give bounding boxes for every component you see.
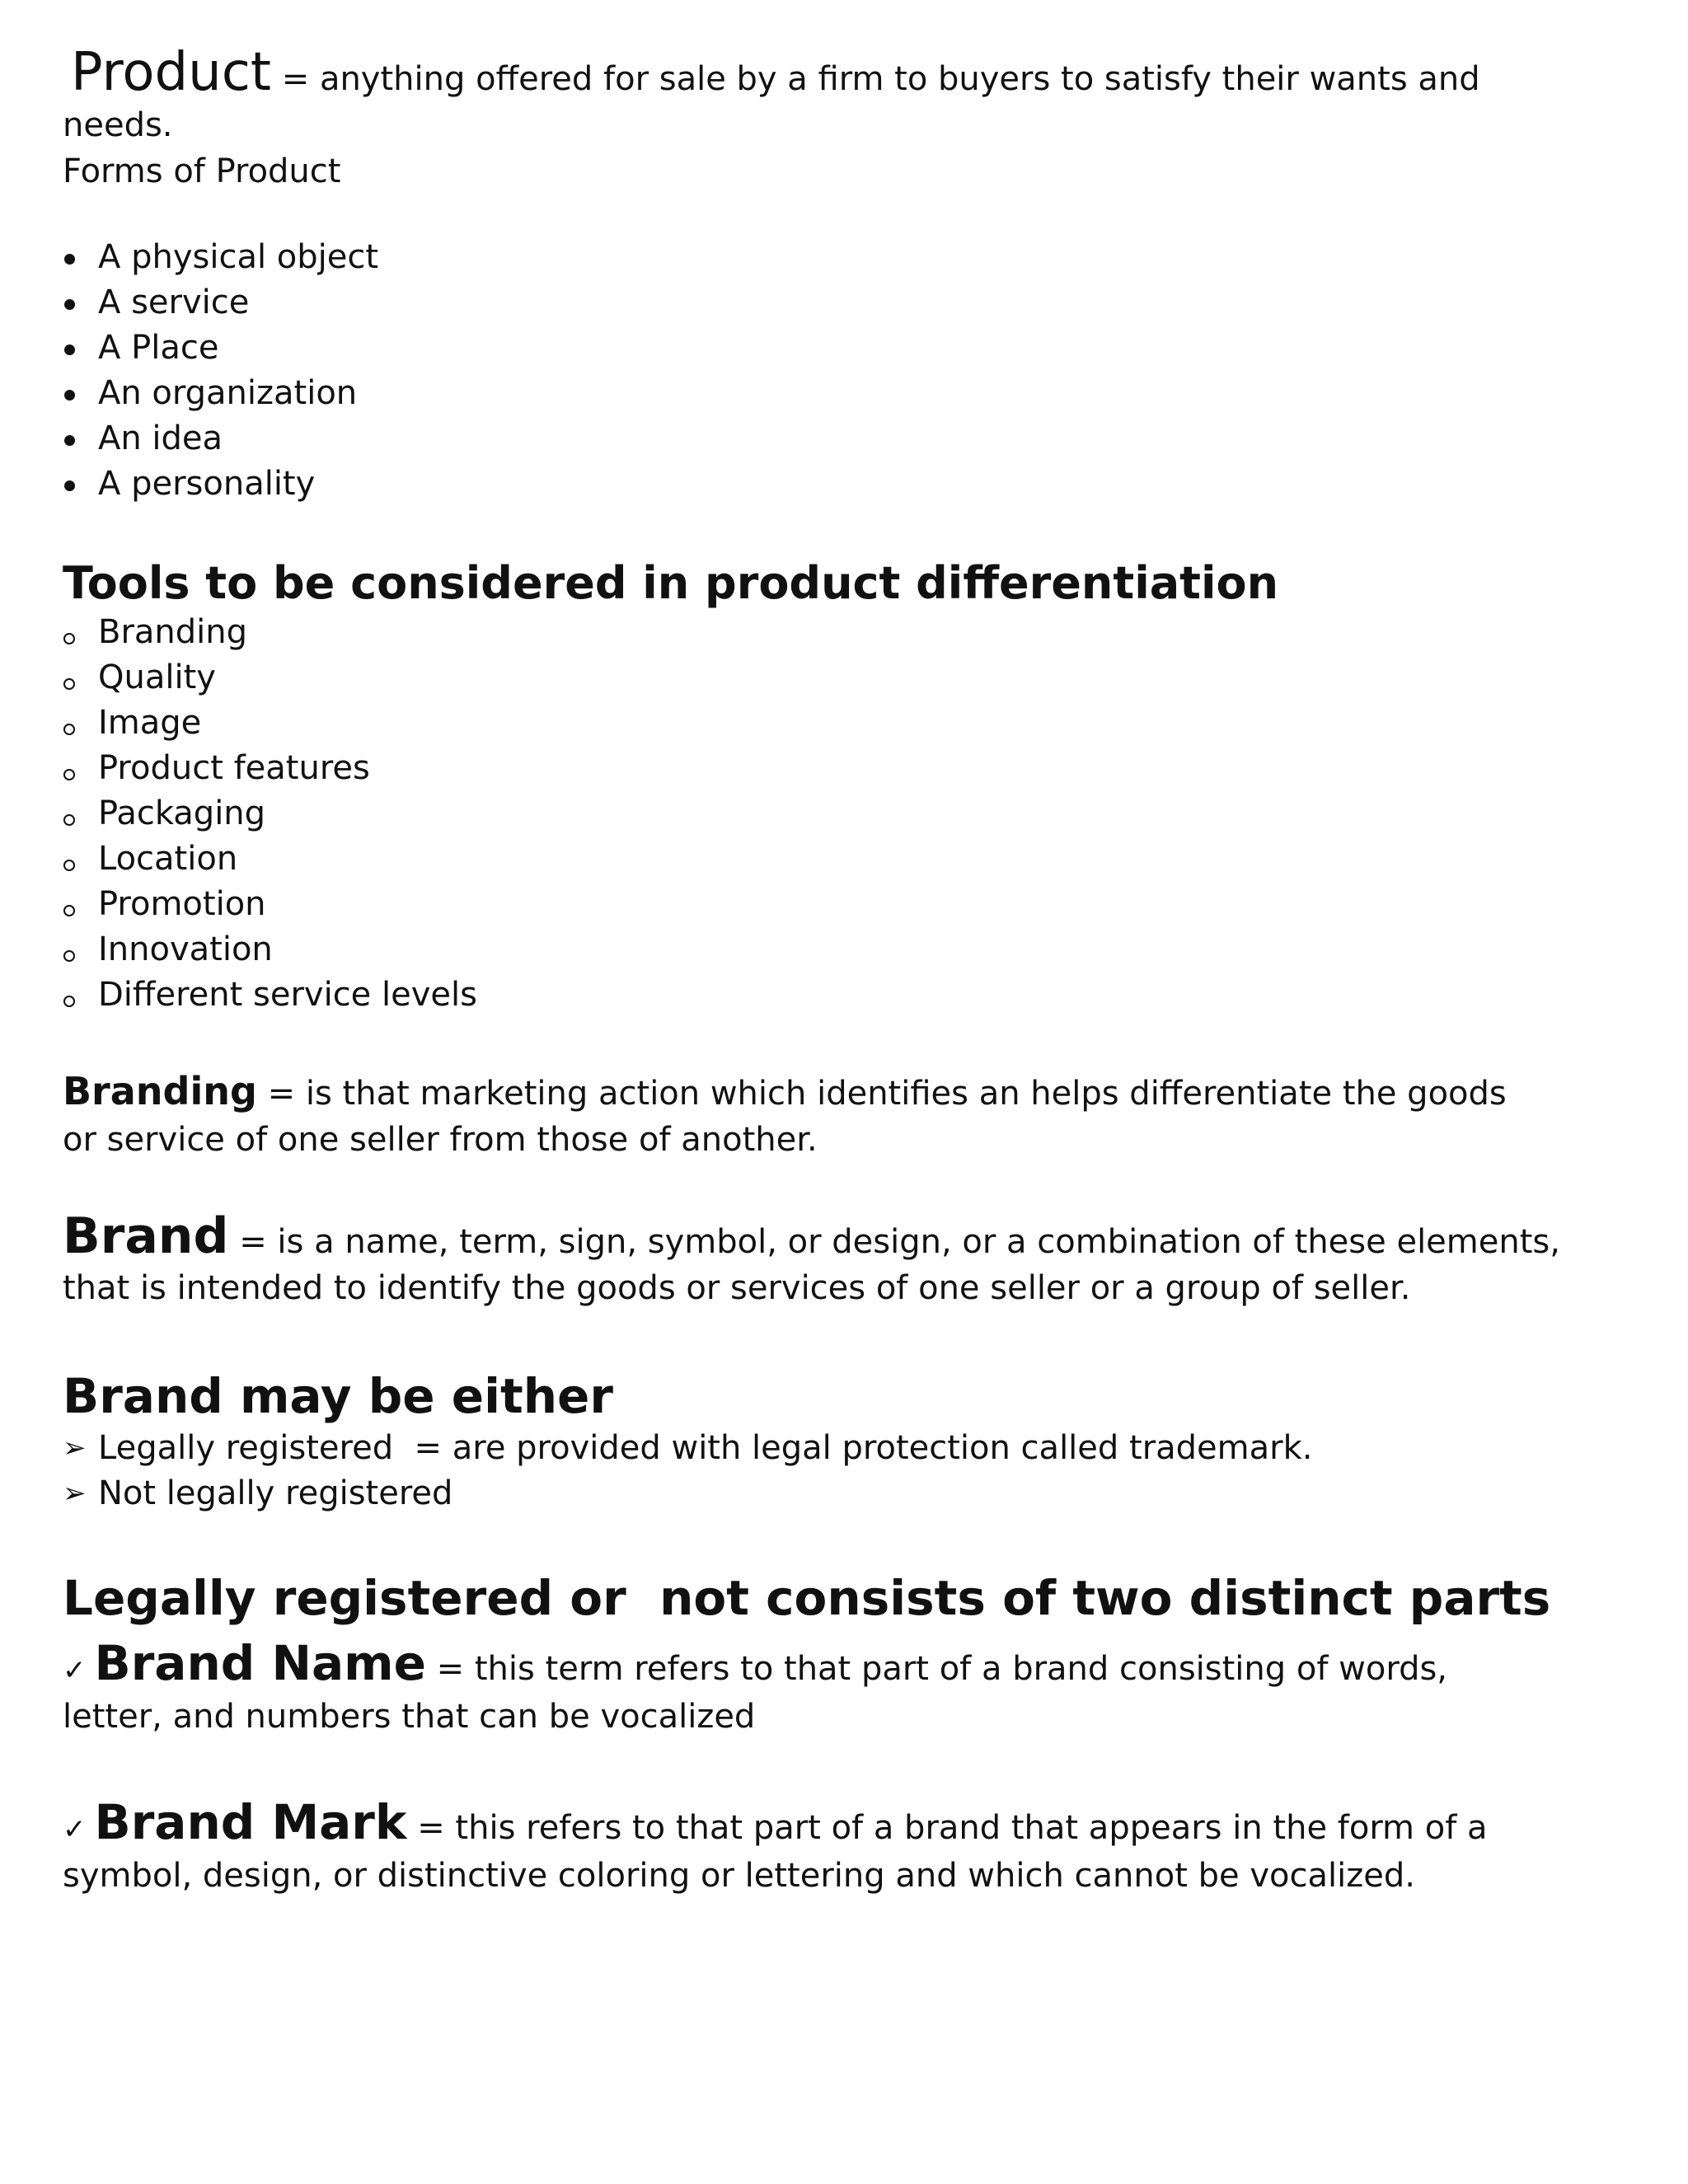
brand-name-definition-cont: letter, and numbers that can be vocalized: [63, 1698, 756, 1736]
list-item: ➢ Not legally registered: [63, 1471, 1480, 1516]
list-item: An organization: [63, 371, 1480, 416]
tools-heading: Tools to be considered in product differentiation: [63, 557, 1279, 609]
forms-list: [63, 235, 1480, 507]
brand-name-definition: [63, 1635, 1480, 1740]
product-term: Product: [71, 42, 271, 103]
brand-name-definition-text: = this term refers to that part of a brand consisting of words,: [425, 1650, 1448, 1688]
bullet-icon: [63, 462, 92, 507]
list-item: Branding: [63, 610, 1480, 655]
brand-term: Brand: [63, 1207, 229, 1265]
two-parts-heading: Legally registered or not consists of two distinct parts: [63, 1570, 1551, 1626]
list-item: An idea: [63, 416, 1480, 462]
brand-definition: [63, 1207, 1560, 1311]
circle-bullet-icon: [63, 837, 92, 882]
brand-either-heading: Brand may be either: [63, 1368, 613, 1424]
list-item: Image: [63, 701, 1480, 746]
product-definition-text: = anything offered for sale by a firm to buyers to satisfy their wants and: [271, 60, 1480, 98]
brand-either-list: [63, 1426, 1480, 1516]
arrow-bullet-icon: ➢: [63, 1477, 87, 1510]
list-item: Product features: [63, 746, 1480, 791]
list-item: ➢ Legally registered = are provided with legal protection called trademark.: [63, 1426, 1480, 1471]
brand-mark-definition-text: = this refers to that part of a brand that appears in the form of a: [406, 1809, 1488, 1847]
circle-bullet-icon: [63, 746, 92, 791]
bullet-icon: [63, 280, 92, 326]
branding-definition: [63, 1068, 1507, 1163]
branding-definition-cont: or service of one seller from those of another.: [63, 1121, 818, 1159]
list-item: Quality: [63, 655, 1480, 701]
bullet-icon: [63, 326, 92, 371]
list-item: A personality: [63, 462, 1480, 507]
tools-list: [63, 610, 1480, 1018]
circle-bullet-icon: [63, 791, 92, 837]
list-item: A service: [63, 280, 1480, 326]
list-item: A physical object: [63, 235, 1480, 280]
list-item: Location: [63, 837, 1480, 882]
circle-bullet-icon: [63, 701, 92, 746]
check-icon: ✓: [63, 1813, 87, 1846]
forms-of-product-label: Forms of Product: [63, 152, 341, 190]
list-item: Promotion: [63, 882, 1480, 927]
list-item: Different service levels: [63, 972, 1480, 1018]
brand-definition-cont: that is intended to identify the goods or services of one seller or a group of seller.: [63, 1269, 1411, 1307]
brand-mark-term: Brand Mark: [94, 1794, 407, 1850]
circle-bullet-icon: [63, 882, 92, 927]
brand-name-term: Brand Name: [94, 1635, 426, 1691]
brand-mark-definition: [63, 1794, 1488, 1899]
circle-bullet-icon: [63, 972, 92, 1018]
brand-definition-text: = is a name, term, sign, symbol, or design, or a combination of these elements,: [228, 1223, 1560, 1261]
list-item: Packaging: [63, 791, 1480, 837]
bullet-icon: [63, 416, 92, 462]
bullet-icon: [63, 235, 92, 280]
product-definition-cont: needs.: [63, 106, 173, 144]
check-icon: ✓: [63, 1654, 87, 1687]
circle-bullet-icon: [63, 610, 92, 655]
branding-term: Branding: [63, 1069, 257, 1113]
product-definition: [63, 43, 1480, 194]
arrow-bullet-icon: ➢: [63, 1432, 87, 1465]
circle-bullet-icon: [63, 655, 92, 701]
list-item: Innovation: [63, 927, 1480, 972]
bullet-icon: [63, 371, 92, 416]
brand-mark-definition-cont: symbol, design, or distinctive coloring or lettering and which cannot be vocalized.: [63, 1857, 1415, 1895]
circle-bullet-icon: [63, 927, 92, 972]
list-item: A Place: [63, 326, 1480, 371]
branding-definition-text: = is that marketing action which identifies an helps differentiate the goods: [256, 1075, 1507, 1113]
